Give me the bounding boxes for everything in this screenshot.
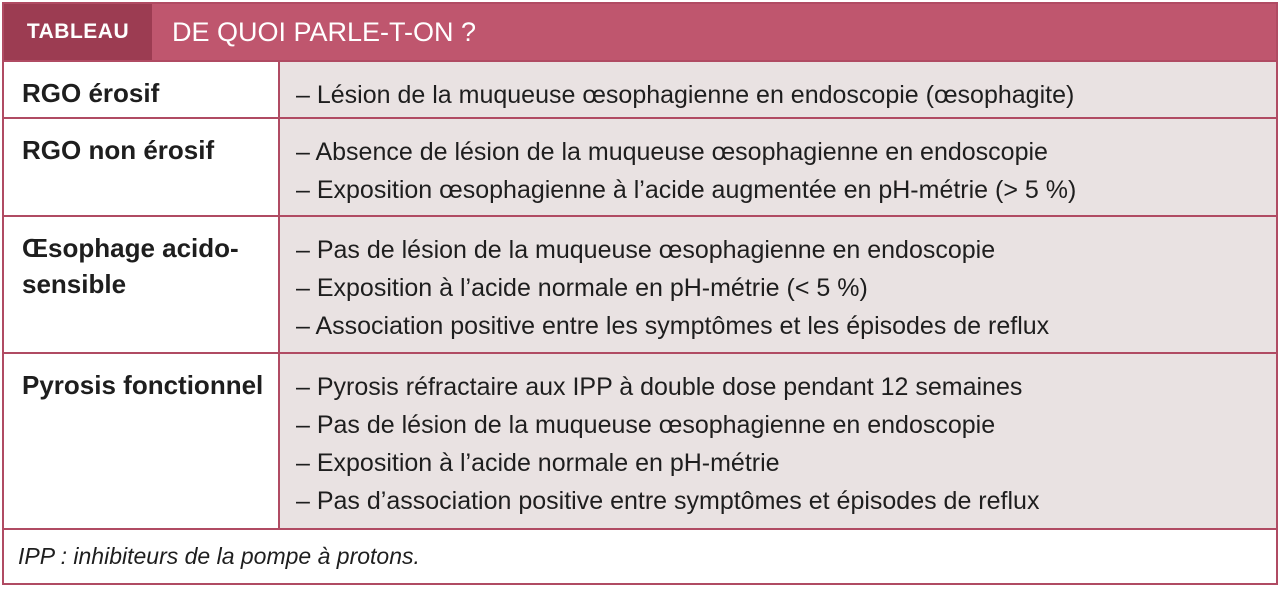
row-term: Pyrosis fonctionnel — [4, 354, 280, 528]
row-term-line: Œsophage acido- — [22, 233, 239, 263]
row-term: RGO érosif — [4, 62, 280, 117]
definition-line: – Pas d’association positive entre symptômes et épisodes de reflux — [296, 487, 1040, 515]
row-definitions — [280, 62, 1276, 117]
definition-line: – Association positive entre les symptômes et les épisodes de reflux — [296, 312, 1050, 340]
definitions-table — [2, 2, 1278, 585]
row-term-line: sensible — [22, 269, 127, 299]
definition-line: – Exposition à l’acide normale en pH-métrie (< 5 %) — [296, 274, 868, 302]
definition-line: – Pas de lésion de la muqueuse œsophagienne en endoscopie — [296, 411, 996, 439]
row-term — [4, 217, 280, 352]
row-definitions — [280, 354, 1276, 528]
definition-line: – Pyrosis réfractaire aux IPP à double dose pendant 12 semaines — [296, 373, 1023, 401]
definition-line: – Lésion de la muqueuse œsophagienne en endoscopie (œsophagite) — [296, 81, 1075, 109]
definition-line: – Exposition à l’acide normale en pH-métrie — [296, 449, 780, 477]
table-title: DE QUOI PARLE-T-ON ? — [172, 16, 477, 47]
row-definitions — [280, 119, 1276, 215]
table-tag: TABLEAU — [4, 4, 152, 60]
row-definitions — [280, 217, 1276, 352]
table-row-rgo-erosif — [4, 60, 1276, 117]
table-row-rgo-non-erosif — [4, 117, 1276, 215]
row-term: RGO non érosif — [4, 119, 280, 215]
definition-line: – Pas de lésion de la muqueuse œsophagienne en endoscopie — [296, 236, 996, 264]
table-header — [4, 4, 1276, 60]
table-footnote: IPP : inhibiteurs de la pompe à protons. — [4, 528, 1276, 583]
table-row-pyrosis-fonctionnel — [4, 352, 1276, 528]
table-row-oesophage-acido-sensible — [4, 215, 1276, 352]
definition-line: – Absence de lésion de la muqueuse œsophagienne en endoscopie — [296, 138, 1048, 166]
definition-line: – Exposition œsophagienne à l’acide augmentée en pH-métrie (> 5 %) — [296, 176, 1077, 204]
